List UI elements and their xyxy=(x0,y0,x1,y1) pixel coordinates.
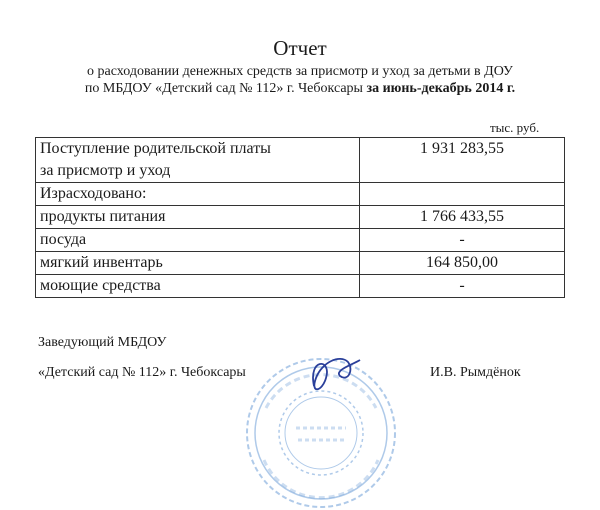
signatory-position: Заведующий МБДОУ xyxy=(38,335,167,350)
table-cell-value: - xyxy=(360,275,565,298)
table-row xyxy=(36,183,565,206)
subtitle-line-2-text: по МБДОУ «Детский сад № 112» г. Чебоксары xyxy=(84,81,363,96)
table-cell-label: продукты питания xyxy=(36,206,360,229)
label-line: за присмотр и уход xyxy=(40,162,171,179)
units-label: тыс. руб. xyxy=(490,120,540,135)
subtitle-line-2 xyxy=(0,80,600,97)
table-cell-label: моющие средства xyxy=(36,275,360,298)
signatory-name: И.В. Рымдёнок xyxy=(430,365,521,380)
expense-table xyxy=(35,137,565,298)
table-row xyxy=(36,252,565,275)
table-cell-value: - xyxy=(360,229,565,252)
table-cell-value: 1 766 433,55 xyxy=(360,206,565,229)
subtitle-period: за июнь-декабрь 2014 г. xyxy=(366,81,516,96)
table-cell-label: мягкий инвентарь xyxy=(36,252,360,275)
table-cell-label: Израсходовано: xyxy=(36,183,360,206)
table-cell-label xyxy=(36,138,360,183)
signatory-organization: «Детский сад № 112» г. Чебоксары xyxy=(38,365,246,380)
report-title: Отчет xyxy=(273,36,327,60)
table-cell-label: посуда xyxy=(36,229,360,252)
subtitle-line-1: о расходовании денежных средств за присмотр и уход за детьми в ДОУ xyxy=(87,64,513,79)
table-cell-value: 164 850,00 xyxy=(360,252,565,275)
official-stamp-icon xyxy=(236,348,406,508)
table-row xyxy=(36,229,565,252)
table-row xyxy=(36,138,565,183)
table-cell-value: 1 931 283,55 xyxy=(360,138,565,183)
table-row xyxy=(36,275,565,298)
stamp-text-marks xyxy=(264,375,378,498)
report-subtitle xyxy=(0,63,600,97)
table-row xyxy=(36,206,565,229)
stamp-rings xyxy=(247,359,395,507)
label-line: Поступление родительской платы xyxy=(40,140,271,157)
table-cell-value xyxy=(360,183,565,206)
